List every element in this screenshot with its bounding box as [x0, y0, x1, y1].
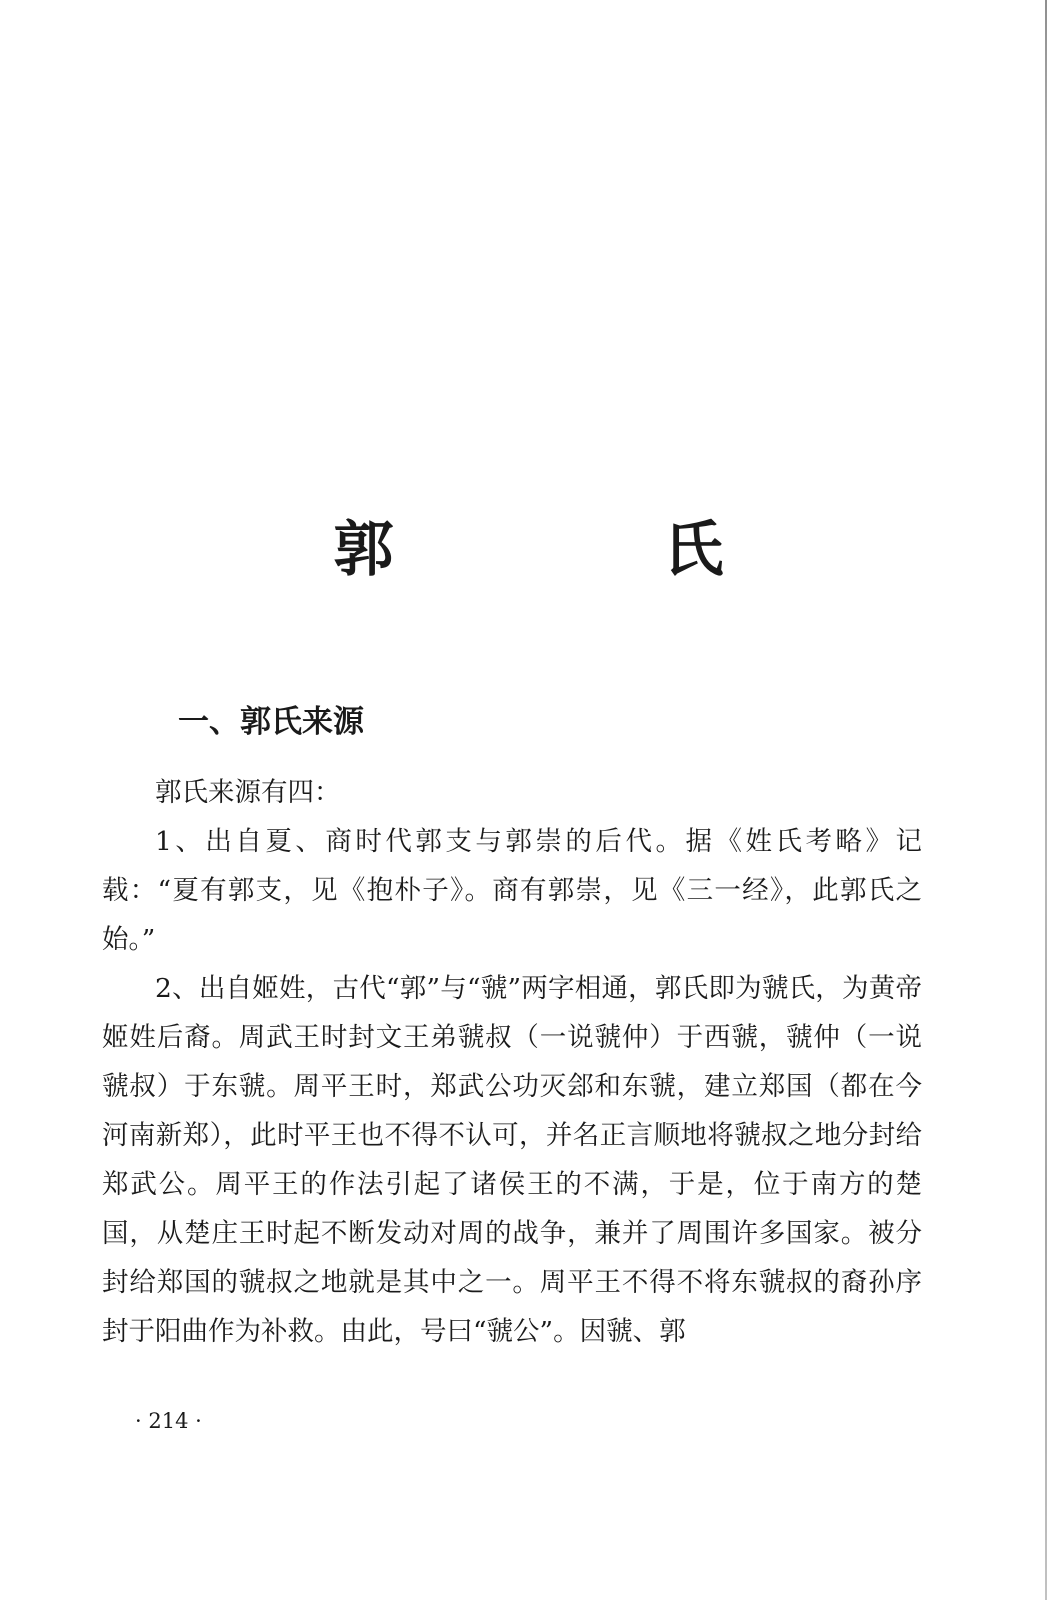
page-title: 郭 氏	[333, 515, 829, 585]
paragraph-intro: 郭氏来源有四：	[155, 777, 341, 808]
paragraph-source-1: 1、出自夏、商时代郭支与郭崇的后代。据《姓氏考略》记载：“夏有郭支，见《抱朴子》。商有郭崇，见《三一经》，此郭氏之始。”	[102, 826, 922, 955]
section-heading: 一、郭氏来源	[178, 704, 364, 740]
page-number: · 214 ·	[135, 1409, 202, 1433]
page-edge-shadow	[1045, 0, 1047, 1600]
paragraph-source-2: 2、出自姬姓，古代“郭”与“虢”两字相通，郭氏即为虢氏，为黄帝姬姓后裔。周武王时封文王弟虢叔（一说虢仲）于西虢，虢仲（一说虢叔）于东虢。周平王时，郑武公功灭郐和东虢，建立郑国（都在今河南新郑），此时平王也不得不认可，并名正言顺地将虢叔之地分封给郑武公。周平王的作法引起了诸侯王的不满，于是，位于南方的楚国，从楚庄王时起不断发动对周的战争，兼并了周围许多国家。被分封给郑国的虢叔之地就是其中之一。周平王不得不将东虢叔的裔孙序封于阳曲作为补救。由此，号曰“虢公”。因虢、郭	[102, 973, 922, 1347]
body-text	[102, 768, 922, 1356]
